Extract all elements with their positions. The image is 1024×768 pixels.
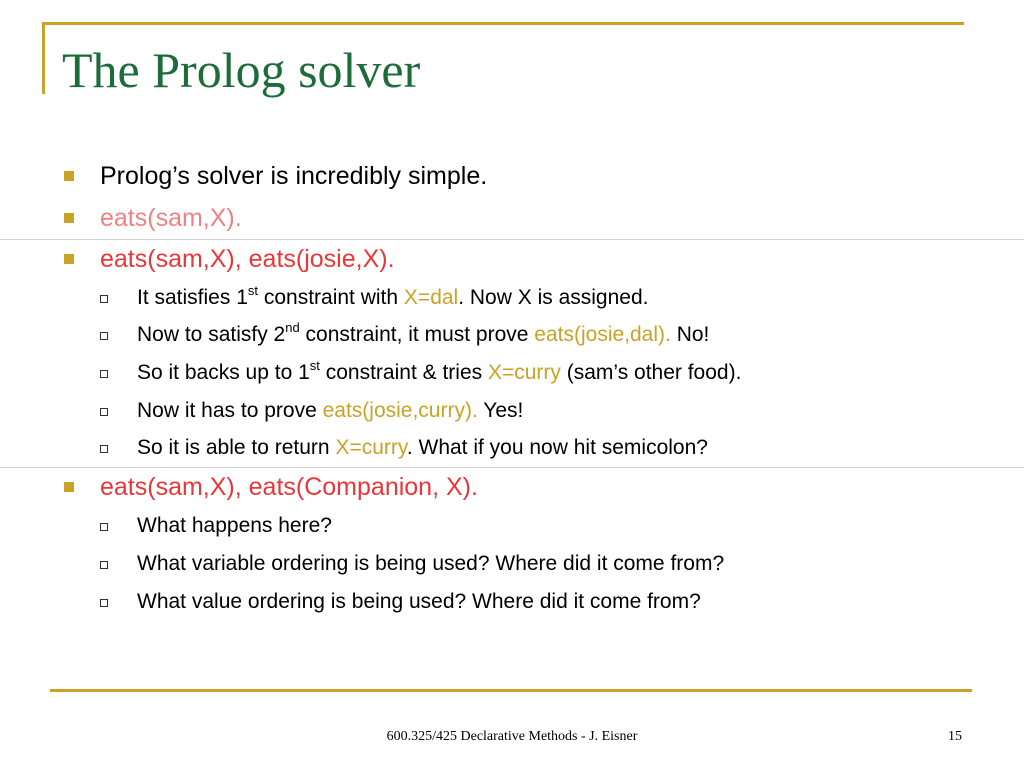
bullet-text: Prolog’s solver is incredibly simple. <box>100 162 488 190</box>
square-bullet-icon <box>64 254 74 264</box>
separator-line <box>0 467 1024 468</box>
sub-bullet-text: So it backs up to 1st constraint & tries X=curry (sam’s other food). <box>137 358 742 384</box>
hollow-square-bullet-icon <box>100 599 108 607</box>
sub-bullet-text: It satisfies 1st constraint with X=dal. Now X is assigned. <box>137 283 649 309</box>
sub-bullet-text: Now it has to prove eats(josie,curry). Yes! <box>137 399 524 422</box>
square-bullet-icon <box>64 213 74 223</box>
hollow-square-bullet-icon <box>100 408 108 416</box>
footer-accent-line <box>50 689 972 692</box>
square-bullet-icon <box>64 171 74 181</box>
frame-horizontal-accent <box>42 22 964 25</box>
hollow-square-bullet-icon <box>100 523 108 531</box>
sub-bullet-text: What variable ordering is being used? Where did it come from? <box>137 552 725 575</box>
frame-vertical-accent <box>42 22 45 94</box>
hollow-square-bullet-icon <box>100 295 108 303</box>
hollow-square-bullet-icon <box>100 445 108 453</box>
bullet-text: eats(sam,X), eats(josie,X). <box>100 245 395 273</box>
hollow-square-bullet-icon <box>100 370 108 378</box>
sub-bullet-text: What happens here? <box>137 514 332 537</box>
sub-bullet-text: Now to satisfy 2nd constraint, it must prove eats(josie,dal). No! <box>137 320 710 346</box>
sub-bullet-text: What value ordering is being used? Where did it come from? <box>137 590 701 613</box>
separator-line <box>0 239 1024 240</box>
bullet-text: eats(sam,X). <box>100 204 242 232</box>
slide-title: The Prolog solver <box>62 42 421 98</box>
footer-text: 600.325/425 Declarative Methods - J. Eisner <box>386 729 638 744</box>
page-number: 15 <box>948 729 962 744</box>
square-bullet-icon <box>64 482 74 492</box>
hollow-square-bullet-icon <box>100 561 108 569</box>
hollow-square-bullet-icon <box>100 332 108 340</box>
sub-bullet-text: So it is able to return X=curry. What if you now hit semicolon? <box>137 436 708 459</box>
bullet-text: eats(sam,X), eats(Companion, X). <box>100 473 478 501</box>
